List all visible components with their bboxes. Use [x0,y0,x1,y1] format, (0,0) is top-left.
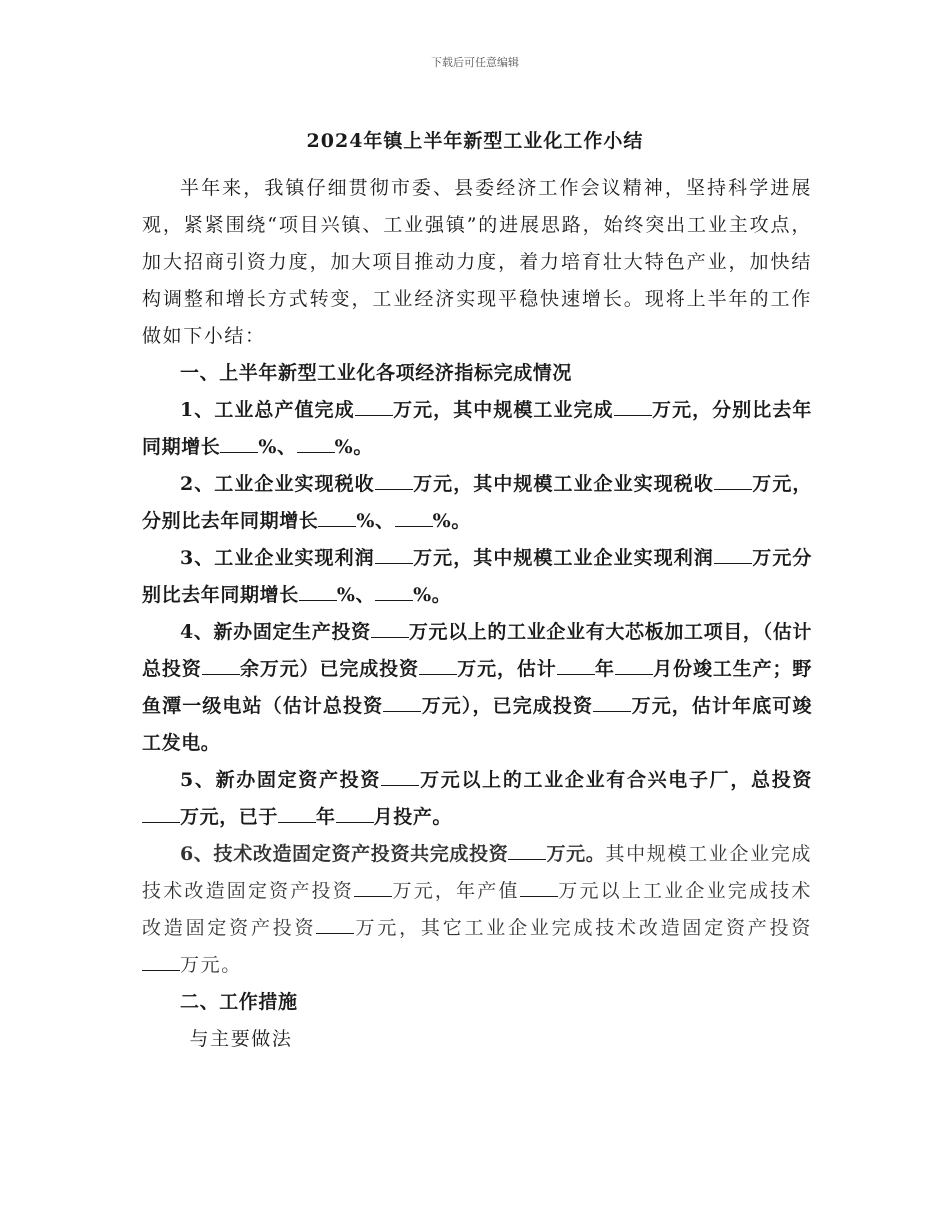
blank-field [355,397,393,416]
section2-subheading: 与主要做法 [189,1028,293,1050]
blank-field [375,545,413,564]
item-2: 2、工业企业实现税收 万元，其中规模工业企业实现税收 万元，分别比去年同期增长 %、 %。 [142,473,812,532]
blank-field [615,656,653,675]
blank-field [714,471,752,490]
blank-field [318,508,356,527]
blank-field [375,582,413,601]
blank-field [297,434,335,453]
intro-paragraph: 半年来，我镇仔细贯彻市委、县委经济工作会议精神，坚持科学进展观，紧紧围绕“项目兴镇、工业强镇”的进展思路，始终突出工业主攻点，加大招商引资力度，加大项目推动力度，着力培育壮大特色产业，加快结构调整和增长方式转变，工业经济实现平稳快速增长。现将上半年的工作做如下小结： [142,177,812,347]
document-body [142,170,812,1058]
item-3: 3、工业企业实现利润 万元，其中规模工业企业实现利润 万元分别比去年同期增长 %、 %。 [142,547,812,606]
blank-field [354,878,392,897]
blank-field [557,656,595,675]
item-1: 1、工业总产值完成 万元，其中规模工业完成 万元，分别比去年同期增长 %、 %。 [142,399,812,458]
item-5: 5、新办固定资产投资 万元以上的工业企业有合兴电子厂，总投资万元，已于 年 月投产。 [142,762,812,836]
blank-field [220,434,258,453]
blank-field [316,915,354,934]
blank-field [336,804,374,823]
item-4: 4、新办固定生产投资 万元以上的工业企业有大芯板加工项目，（估计总投资 余万元）已完成投资 万元，估计 年 月份竣工生产；野鱼潭一级电站（估计总投资 万元），已完成投资 万元，估计年底可竣工发电。 [142,621,813,754]
blank-field [508,841,546,860]
blank-field [614,397,652,416]
blank-field [375,471,413,490]
blank-field [371,619,409,638]
blank-field [419,656,457,675]
blank-field [278,804,316,823]
blank-field [383,693,421,712]
page-header-note: 下载后可任意编辑 [431,56,519,69]
blank-field [593,693,631,712]
section2-heading: 二、工作措施 [180,991,298,1013]
blank-field [381,767,419,786]
document-title: 2024年镇上半年新型工业化工作小结 [306,130,644,152]
blank-field [202,656,240,675]
blank-field [714,545,752,564]
item-6: 6、技术改造固定资产投资共完成投资 万元。其中规模工业企业完成技术改造固定资产投资 万元，年产值 万元以上工业企业完成技术改造固定资产投资 万元，其它工业企业完成技术改造固定资产投资万元。 [142,843,812,976]
section1-heading: 一、上半年新型工业化各项经济指标完成情况 [180,362,573,384]
blank-field [142,952,180,971]
blank-field [142,804,180,823]
blank-field [299,582,337,601]
blank-field [520,878,558,897]
blank-field [395,508,433,527]
